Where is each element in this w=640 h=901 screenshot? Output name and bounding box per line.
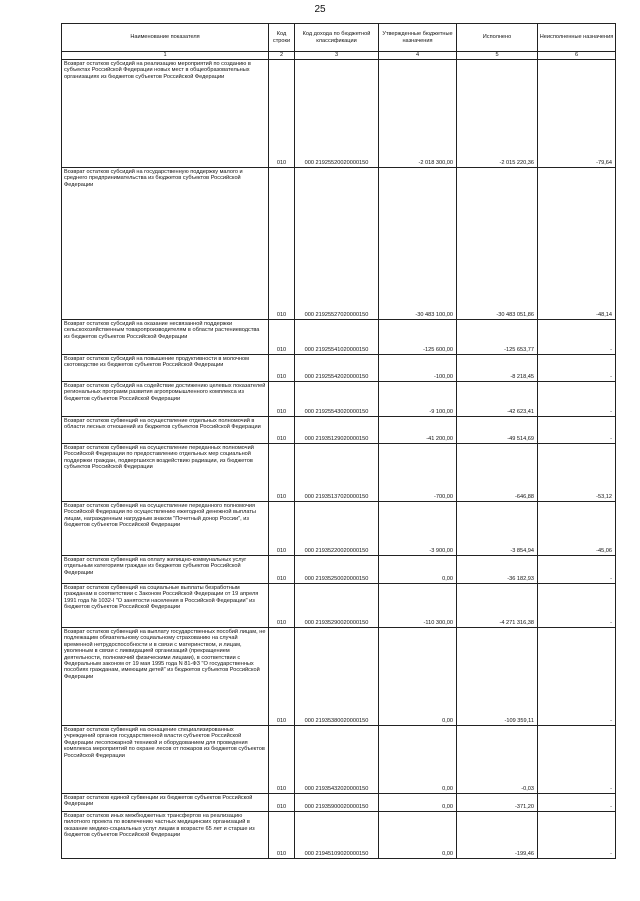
row-name: Возврат остатков субвенций на оплату жилищно-коммунальных услуг отдельным категориям граждан из бюджетов субъектов Российской Федерации bbox=[62, 556, 269, 584]
row-approved: 0,00 bbox=[379, 628, 457, 726]
row-classification: 000 21935900020000150 bbox=[295, 794, 379, 812]
row-classification: 000 21935380020000150 bbox=[295, 628, 379, 726]
row-code: 010 bbox=[269, 794, 295, 812]
row-unexecuted: -48,14 bbox=[538, 168, 616, 320]
row-approved: -30 483 100,00 bbox=[379, 168, 457, 320]
row-executed: -646,88 bbox=[457, 444, 538, 502]
table-row bbox=[62, 584, 616, 628]
row-code: 010 bbox=[269, 355, 295, 382]
row-classification: 000 21925542020000150 bbox=[295, 355, 379, 382]
row-classification: 000 21925520020000150 bbox=[295, 60, 379, 168]
row-unexecuted: - bbox=[538, 794, 616, 812]
row-executed: -36 182,93 bbox=[457, 556, 538, 584]
row-approved: 0,00 bbox=[379, 726, 457, 794]
table-row bbox=[62, 417, 616, 444]
header-row bbox=[62, 24, 616, 52]
header-classification: Код дохода по бюджетной классификации bbox=[295, 24, 379, 52]
row-unexecuted: -45,06 bbox=[538, 502, 616, 556]
column-number: 2 bbox=[269, 52, 295, 60]
budget-report-table bbox=[61, 23, 616, 859]
row-code: 010 bbox=[269, 812, 295, 859]
row-unexecuted: - bbox=[538, 628, 616, 726]
row-classification: 000 21935432020000150 bbox=[295, 726, 379, 794]
row-executed: -0,03 bbox=[457, 726, 538, 794]
row-classification: 000 21925527020000150 bbox=[295, 168, 379, 320]
row-executed: -30 483 051,86 bbox=[457, 168, 538, 320]
row-executed: -4 271 316,38 bbox=[457, 584, 538, 628]
row-approved: -700,00 bbox=[379, 444, 457, 502]
row-approved: -100,00 bbox=[379, 355, 457, 382]
row-executed: -2 015 220,36 bbox=[457, 60, 538, 168]
row-executed: -125 653,77 bbox=[457, 320, 538, 355]
row-classification: 000 21935129020000150 bbox=[295, 417, 379, 444]
row-name: Возврат остатков субсидий на содействие достижению целевых показателей региональных программ развития агропромышленного комплекса из бюджетов субъектов Российской Федерации bbox=[62, 382, 269, 417]
row-name: Возврат остатков субвенций на осуществление переданных полномочий Российской Федерации по предоставлению отдельных мер социальной поддержки граждан, подвергшихся воздействию радиации, из бюджетов субъектов Российской Федерации bbox=[62, 444, 269, 502]
row-name: Возврат остатков субвенций на социальные выплаты безработным гражданам в соответствии с Законом Российской Федерации от 19 апреля 1991 года № 1032-I "О занятости населения в Российской Федерации" из бюджетов субъектов Российской Федерации bbox=[62, 584, 269, 628]
row-classification: 000 21925541020000150 bbox=[295, 320, 379, 355]
row-code: 010 bbox=[269, 382, 295, 417]
row-name: Возврат остатков субсидий на оказание несвязанной поддержки сельскохозяйственным товаропроизводителям в области растениеводства из бюджетов субъектов Российской Федерации bbox=[62, 320, 269, 355]
header-code: Код строки bbox=[269, 24, 295, 52]
row-approved: -2 018 300,00 bbox=[379, 60, 457, 168]
table-row bbox=[62, 794, 616, 812]
row-unexecuted: - bbox=[538, 556, 616, 584]
table-row bbox=[62, 444, 616, 502]
row-approved: -3 900,00 bbox=[379, 502, 457, 556]
table-row bbox=[62, 628, 616, 726]
row-name: Возврат остатков субвенций на осуществление переданного полномочия Российской Федерации по осуществлению ежегодной денежной выплаты лицам, награжденным нагрудным знаком "Почетный донор России", из бюджетов субъектов Российской Федерации bbox=[62, 502, 269, 556]
row-unexecuted: - bbox=[538, 417, 616, 444]
row-name: Возврат остатков субвенций на осуществление отдельных полномочий в области лесных отношений из бюджетов субъектов Российской Федерации bbox=[62, 417, 269, 444]
table-row bbox=[62, 320, 616, 355]
row-approved: 0,00 bbox=[379, 794, 457, 812]
row-classification: 000 21935250020000150 bbox=[295, 556, 379, 584]
column-number: 5 bbox=[457, 52, 538, 60]
row-classification: 000 21935137020000150 bbox=[295, 444, 379, 502]
row-code: 010 bbox=[269, 320, 295, 355]
row-code: 010 bbox=[269, 726, 295, 794]
row-name: Возврат остатков субсидий на повышение продуктивности в молочном скотоводстве из бюджетов субъектов Российской Федерации bbox=[62, 355, 269, 382]
row-executed: -8 218,45 bbox=[457, 355, 538, 382]
table-row bbox=[62, 726, 616, 794]
row-approved: -41 200,00 bbox=[379, 417, 457, 444]
column-number-row bbox=[62, 52, 616, 60]
row-name: Возврат остатков субсидий на государственную поддержку малого и среднего предпринимательства из бюджетов субъектов Российской Федерации bbox=[62, 168, 269, 320]
table-row bbox=[62, 168, 616, 320]
row-executed: -49 514,69 bbox=[457, 417, 538, 444]
row-approved: 0,00 bbox=[379, 556, 457, 584]
header-unexecuted: Неисполненные назначения bbox=[538, 24, 616, 52]
row-unexecuted: - bbox=[538, 726, 616, 794]
row-unexecuted: - bbox=[538, 584, 616, 628]
row-approved: -125 600,00 bbox=[379, 320, 457, 355]
row-code: 010 bbox=[269, 168, 295, 320]
table-row bbox=[62, 382, 616, 417]
row-code: 010 bbox=[269, 628, 295, 726]
row-code: 010 bbox=[269, 584, 295, 628]
row-name: Возврат остатков субсидий на реализацию мероприятий по созданию в субъектах Российской Федерации новых мест в общеобразовательных организациях из бюджетов субъектов Российской Федерации bbox=[62, 60, 269, 168]
row-executed: -199,46 bbox=[457, 812, 538, 859]
row-classification: 000 21935290020000150 bbox=[295, 584, 379, 628]
column-number: 4 bbox=[379, 52, 457, 60]
row-executed: -3 854,94 bbox=[457, 502, 538, 556]
row-classification: 000 21935220020000150 bbox=[295, 502, 379, 556]
column-number: 3 bbox=[295, 52, 379, 60]
table-row bbox=[62, 812, 616, 859]
page-number: 25 bbox=[314, 4, 326, 15]
row-unexecuted: - bbox=[538, 355, 616, 382]
row-unexecuted: -79,64 bbox=[538, 60, 616, 168]
row-code: 010 bbox=[269, 444, 295, 502]
row-classification: 000 21925543020000150 bbox=[295, 382, 379, 417]
row-classification: 000 21945109020000150 bbox=[295, 812, 379, 859]
row-executed: -371,20 bbox=[457, 794, 538, 812]
row-unexecuted: - bbox=[538, 812, 616, 859]
row-name: Возврат остатков иных межбюджетных трансфертов на реализацию пилотного проекта по вовлечению частных медицинских организаций в оказание медико-социальных услуг лицам в возрасте 65 лет и старше из бюджетов субъектов Российской Федерации bbox=[62, 812, 269, 859]
header-approved: Утвержденные бюджетные назначения bbox=[379, 24, 457, 52]
header-executed: Исполнено bbox=[457, 24, 538, 52]
row-code: 010 bbox=[269, 417, 295, 444]
row-code: 010 bbox=[269, 556, 295, 584]
table-row bbox=[62, 60, 616, 168]
row-name: Возврат остатков субвенций на выплату государственных пособий лицам, не подлежащим обязательному социальному страхованию на случай временной нетрудоспособности и в связи с материнством, и лицам, уволенным в связи с ликвидацией организаций (прекращением деятельности, полномочий физическими лицами), в соответствии с Федеральным законом от 19 мая 1995 года N 81-ФЗ "О государственных пособиях гражданам, имеющим детей" из бюджетов субъектов Российской Федерации bbox=[62, 628, 269, 726]
row-unexecuted: - bbox=[538, 382, 616, 417]
row-unexecuted: -53,12 bbox=[538, 444, 616, 502]
row-name: Возврат остатков единой субвенции из бюджетов субъектов Российской Федерации bbox=[62, 794, 269, 812]
column-number: 6 bbox=[538, 52, 616, 60]
row-executed: -42 623,41 bbox=[457, 382, 538, 417]
row-unexecuted: - bbox=[538, 320, 616, 355]
row-approved: -110 300,00 bbox=[379, 584, 457, 628]
row-code: 010 bbox=[269, 60, 295, 168]
table-row bbox=[62, 556, 616, 584]
column-number: 1 bbox=[62, 52, 269, 60]
row-approved: -9 100,00 bbox=[379, 382, 457, 417]
row-executed: -109 359,11 bbox=[457, 628, 538, 726]
row-approved: 0,00 bbox=[379, 812, 457, 859]
table-row bbox=[62, 502, 616, 556]
header-name: Наименование показателя bbox=[62, 24, 269, 52]
row-code: 010 bbox=[269, 502, 295, 556]
row-name: Возврат остатков субвенций на оснащение специализированных учреждений органов государственной власти субъектов Российской Федерации лесопожарной техникой и оборудованием для проведения комплекса мероприятий по охране лесов от пожаров из бюджетов субъектов Российской Федерации bbox=[62, 726, 269, 794]
table-row bbox=[62, 355, 616, 382]
